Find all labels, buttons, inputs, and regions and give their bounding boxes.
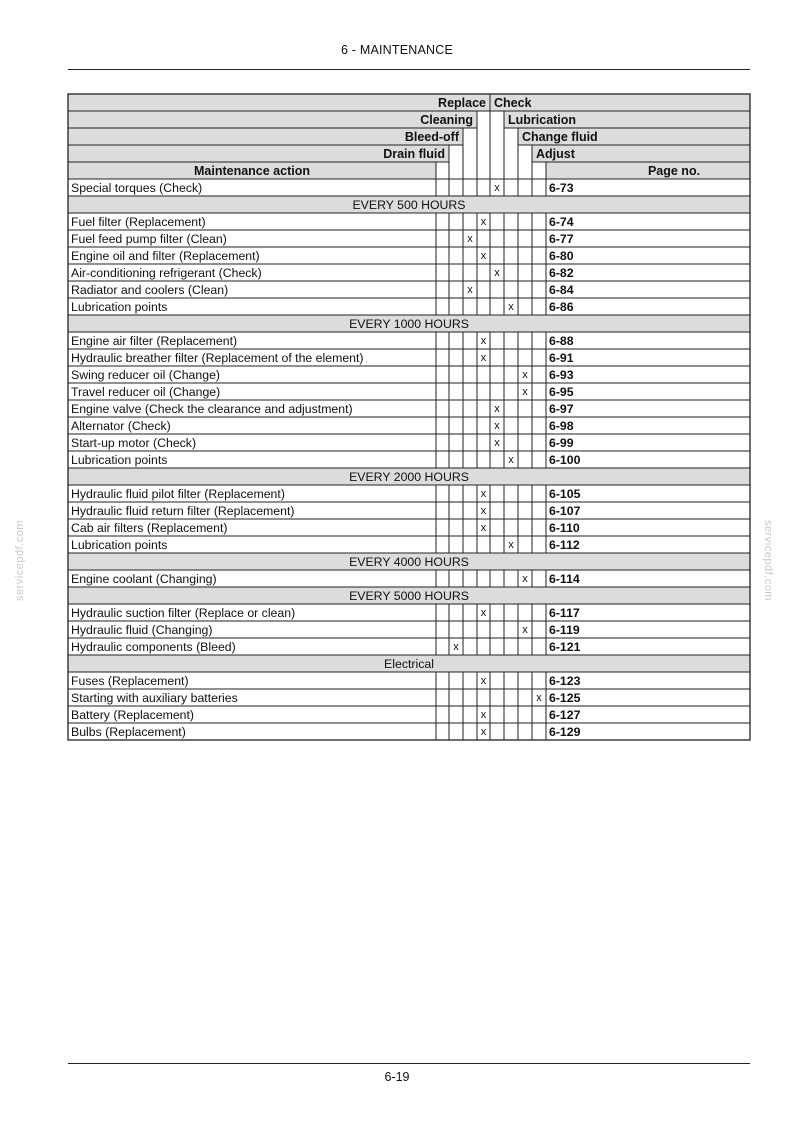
mark-x: x (480, 488, 487, 500)
mark-x: x (480, 607, 487, 619)
action-cell: Hydraulic fluid (Changing) (71, 623, 213, 637)
header-label-replace: Replace (438, 96, 486, 110)
table-row (68, 536, 750, 553)
action-cell: Engine air filter (Replacement) (71, 334, 238, 348)
action-cell: Hydraulic suction filter (Replace or clean) (71, 606, 296, 620)
mark-x: x (467, 233, 473, 245)
page-cell: 6-93 (549, 368, 574, 382)
action-cell: Engine valve (Check the clearance and adjustment) (71, 402, 353, 416)
mark-x: x (467, 284, 473, 296)
page-cell: 6-110 (549, 521, 580, 535)
action-cell: Fuses (Replacement) (71, 674, 189, 688)
watermark-right: servicepdf.com (762, 520, 774, 601)
section-label: Electrical (384, 657, 434, 671)
mark-x: x (508, 301, 514, 313)
page-cell: 6-125 (549, 691, 581, 705)
page-cell: 6-95 (549, 385, 574, 399)
mark-x: x (480, 250, 487, 262)
action-cell: Swing reducer oil (Change) (71, 368, 221, 382)
table-row (68, 451, 750, 468)
action-cell: Air-conditioning refrigerant (Check) (71, 266, 262, 280)
action-cell: Hydraulic components (Bleed) (71, 640, 236, 654)
page-cell: 6-99 (549, 436, 574, 450)
page-cell: 6-84 (549, 283, 574, 297)
page-cell: 6-80 (549, 249, 574, 263)
page-cell: 6-77 (549, 232, 574, 246)
mark-x: x (480, 709, 487, 721)
action-cell: Radiator and coolers (Clean) (71, 283, 229, 297)
page-cell: 6-127 (549, 708, 581, 722)
section-label: EVERY 1000 HOURS (349, 317, 469, 331)
action-cell: Alternator (Check) (71, 419, 171, 433)
header-label-cleaning: Cleaning (420, 113, 473, 127)
mark-x: x (508, 539, 514, 551)
header-label-lubrication: Lubrication (508, 113, 577, 127)
action-cell: Battery (Replacement) (71, 708, 195, 722)
section-label: EVERY 4000 HOURS (349, 555, 469, 569)
page-cell: 6-100 (549, 453, 581, 467)
action-cell: Travel reducer oil (Change) (71, 385, 221, 399)
mark-x: x (494, 437, 500, 449)
header-label-check: Check (494, 96, 532, 110)
action-cell: Fuel feed pump filter (Clean) (71, 232, 227, 246)
mark-x: x (522, 369, 528, 381)
page-cell: 6-107 (549, 504, 581, 518)
header-label-page-no: Page no. (647, 164, 701, 178)
mark-x: x (480, 335, 487, 347)
mark-x: x (508, 454, 514, 466)
page-footer-number: 6-19 (384, 1070, 410, 1084)
action-cell: Fuel filter (Replacement) (71, 215, 206, 229)
table-row (68, 298, 750, 315)
action-cell: Hydraulic fluid pilot filter (Replacement) (71, 487, 285, 501)
header-box-cleaning (68, 111, 477, 128)
mark-x: x (536, 692, 542, 704)
page-cell: 6-98 (549, 419, 574, 433)
header-label-adjust: Adjust (536, 147, 575, 161)
mark-x: x (494, 267, 500, 279)
mark-x: x (480, 216, 487, 228)
mark-x: x (480, 675, 487, 687)
page-cell: 6-105 (549, 487, 581, 501)
action-cell: Special torques (Check) (71, 181, 203, 195)
page-cell: 6-88 (549, 334, 574, 348)
header-box-bleed-off (68, 128, 463, 145)
page-cell: 6-74 (549, 215, 574, 229)
action-cell: Engine oil and filter (Replacement) (71, 249, 260, 263)
mark-x: x (522, 386, 528, 398)
header-label-drain-fluid: Drain fluid (383, 147, 445, 161)
header-label-change-fluid: Change fluid (522, 130, 598, 144)
action-cell: Hydraulic fluid return filter (Replacement) (71, 504, 295, 518)
action-cell: Lubrication points (71, 300, 168, 314)
page-cell: 6-114 (549, 572, 580, 586)
page-cell: 6-86 (549, 300, 574, 314)
header-label-bleed-off: Bleed-off (404, 130, 459, 144)
action-cell: Hydraulic breather filter (Replacement of the element) (71, 351, 364, 365)
action-cell: Engine coolant (Changing) (71, 572, 217, 586)
mark-x: x (480, 726, 487, 738)
action-cell: Lubrication points (71, 453, 168, 467)
page-cell: 6-112 (549, 538, 580, 552)
footer-rule (68, 1063, 750, 1064)
mark-x: x (494, 403, 500, 415)
page-cell: 6-121 (549, 640, 581, 654)
page-cell: 6-97 (549, 402, 574, 416)
mark-x: x (522, 573, 528, 585)
page-cell: 6-82 (549, 266, 574, 280)
action-cell: Bulbs (Replacement) (71, 725, 186, 739)
mark-x: x (480, 352, 487, 364)
page-cell: 6-73 (549, 181, 574, 195)
page-cell: 6-91 (549, 351, 574, 365)
page-cell: 6-117 (549, 606, 580, 620)
action-cell: Cab air filters (Replacement) (71, 521, 228, 535)
section-label: EVERY 5000 HOURS (349, 589, 469, 603)
mark-x: x (453, 641, 459, 653)
page-cell: 6-119 (549, 623, 580, 637)
action-cell: Start-up motor (Check) (71, 436, 197, 450)
action-cell: Lubrication points (71, 538, 168, 552)
page-cell: 6-123 (549, 674, 581, 688)
mark-x: x (480, 522, 487, 534)
mark-x: x (494, 420, 500, 432)
mark-x: x (494, 182, 500, 194)
mark-x: x (480, 505, 487, 517)
watermark-left: servicepdf.com (14, 520, 26, 601)
section-label: EVERY 500 HOURS (352, 198, 466, 212)
header-box-replace (68, 94, 490, 111)
section-label: EVERY 2000 HOURS (349, 470, 469, 484)
page-cell: 6-129 (549, 725, 581, 739)
mark-x: x (522, 624, 528, 636)
action-cell: Starting with auxiliary batteries (71, 691, 238, 705)
header-label-maintenance-action: Maintenance action (194, 164, 310, 178)
page-header-title: 6 - MAINTENANCE (340, 43, 454, 57)
